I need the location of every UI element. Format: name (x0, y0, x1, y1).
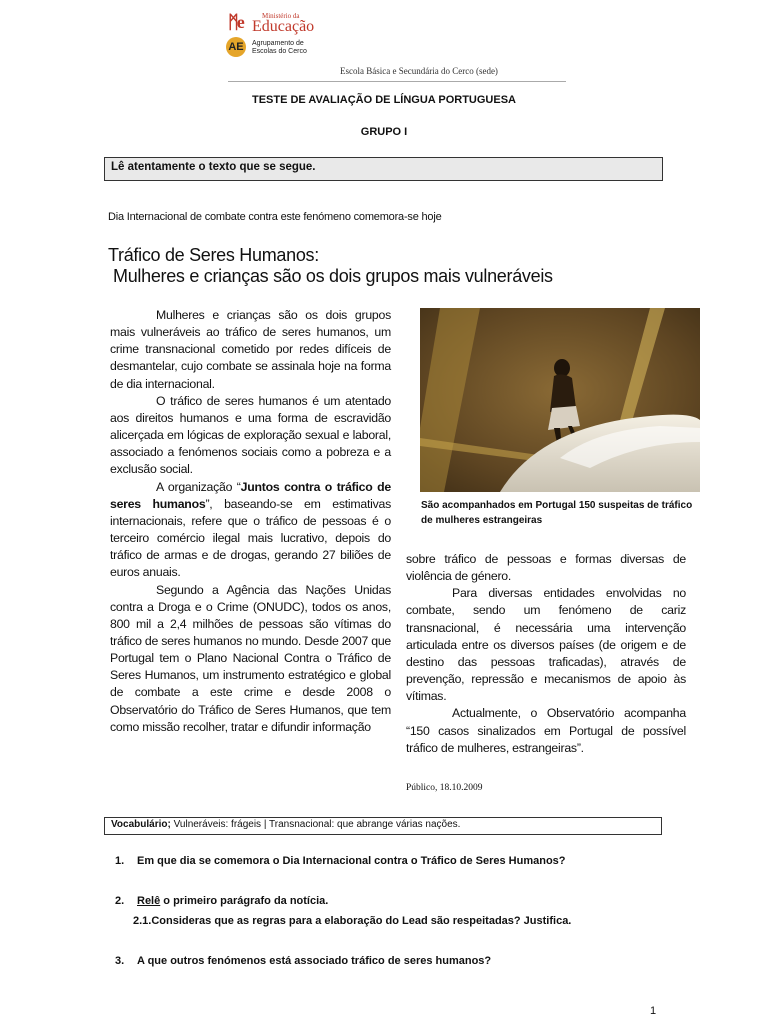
instruction-box: Lê atentamente o texto que se segue. (104, 157, 663, 181)
article-paragraph-2: O tráfico de seres humanos é um atentado aos direitos humanos e uma forma de escravidão alicerçada em lógicas de exploração sexual e laboral, associado a fenómenos sociais como a pobreza e a exclusão social. (110, 393, 391, 477)
school-group-logo (226, 37, 326, 61)
article-paragraph-1: Mulheres e crianças são os dois grupos mais vulneráveis ao tráfico de seres humanos, um crime transnacional cometido por redes difíceis de desmantelar, cujo combate se assinala hoje na forma de dia internacional. (110, 308, 391, 391)
ministry-logo (228, 12, 348, 34)
vocabulary-box (104, 817, 662, 835)
school-name: Escola Básica e Secundária do Cerco (sede) (340, 66, 498, 76)
ministry-logo-text: Educação (252, 18, 315, 35)
question-3: 3. A que outros fenómenos está associado tráfico de seres humanos? (115, 955, 492, 967)
article-photo (420, 308, 700, 492)
photo-caption: São acompanhados em Portugal 150 suspeitas de tráfico de mulheres estrangeiras (421, 500, 693, 526)
article-paragraph-6: Actualmente, o Observatório acompanha “150 casos sinalizados em Portugal de possível tráfico de mulheres, estrangeiras”. (406, 706, 686, 755)
article-paragraph-4: Segundo a Agência das Nações Unidas contra a Droga e o Crime (ONUDC), todos os anos, 800 mil a 2,4 milhões de pessoas são vítimas do tráfico de seres humanos no mundo. Desde 2007 que Portugal tem o Plano Nacional Contra o Tráfico de Seres Humanos, um instrumento estratégico e global de combate a este crime e desde 2008 o Observatório do Tráfico de Seres Humanos, que tem como missão recolher, tratar e difundir informação (110, 582, 392, 734)
vocabulary-entries: Vulneráveis: frágeis | Transnacional: que abrange várias nações. (170, 819, 461, 830)
article-kicker: Dia Internacional de combate contra este fenómeno comemora-se hoje (108, 211, 442, 223)
question-2: 2. Relê o primeiro parágrafo da notícia. (115, 895, 329, 907)
article-title-line1: Tráfico de Seres Humanos: (108, 245, 319, 265)
article-paragraph-3: A organização “Juntos contra o tráfico de seres humanos”, baseando-se em estimativas internacionais, refere que o tráfico de pessoas é o terceiro comércio ilegal mais lucrativo, depois do tráfico de armas e de drogas, gerando 27 biliões de euros anuais. (110, 479, 392, 580)
article-title-line2: Mulheres e crianças são os dois grupos mais vulneráveis (113, 266, 553, 286)
article-column-right (406, 551, 686, 757)
ae-logo-mark: AE (226, 37, 246, 57)
question-1: 1. Em que dia se comemora o Dia Internacional contra o Tráfico de Seres Humanos? (115, 855, 566, 867)
page-number: 1 (650, 1005, 657, 1017)
article-paragraph-4-continued: sobre tráfico de pessoas e formas diversas de violência de género. (406, 552, 686, 584)
ministry-logo-small-text: Ministério da (262, 12, 300, 20)
organization-name: Juntos contra o tráfico de seres humanos (110, 479, 392, 511)
vocabulary-label: Vocabulário; (111, 819, 171, 830)
article-paragraph-5: Para diversas entidades envolvidas no combate, sendo um fenómeno de cariz transnacional, é necessária uma intervenção articulada entre os diversos países (de origem e de destino das pessoas traficadas), através de prevenção, repressão e mecanismos de apoio às vítimas. (406, 586, 686, 704)
article-source: Público, 18.10.2009 (406, 783, 483, 793)
ministry-logo-mark: ᛗe (228, 12, 243, 32)
test-title: TESTE DE AVALIAÇÃO DE LÍNGUA PORTUGUESA (251, 94, 516, 106)
article-column-left (110, 307, 391, 736)
question-2-1: 2.1.Consideras que as regras para a elaboração do Lead são respeitadas? Justifica. (133, 915, 572, 927)
header-divider (228, 81, 566, 82)
school-group-name: Agrupamento de Escolas do Cerco (252, 40, 307, 55)
group-label: GRUPO I (360, 126, 408, 138)
